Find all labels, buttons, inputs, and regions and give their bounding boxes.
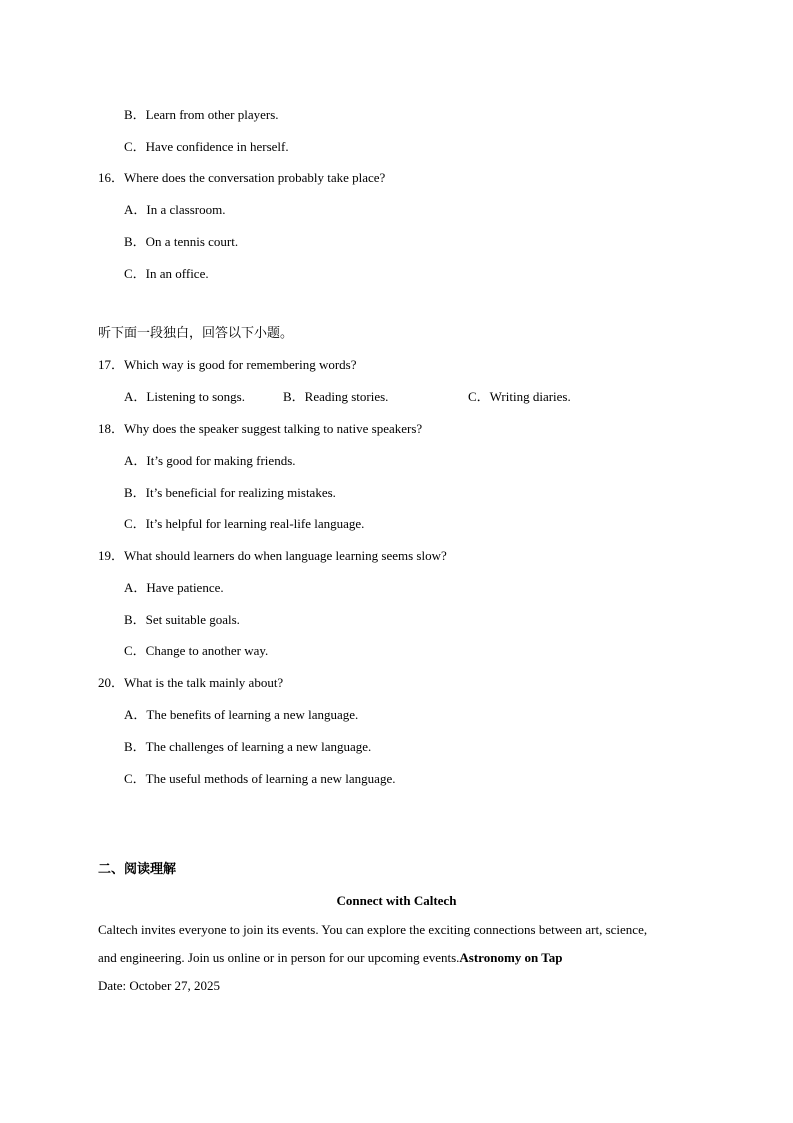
q16-question: 16．Where does the conversation probably take place?: [98, 170, 386, 185]
passage-title: Connect with Caltech: [336, 893, 457, 908]
q20-option-a: A．The benefits of learning a new language.: [124, 707, 359, 722]
q20-question: 20．What is the talk mainly about?: [98, 675, 284, 690]
q18-question: 18．Why does the speaker suggest talking to native speakers?: [98, 421, 423, 436]
q20-option-b: B．The challenges of learning a new language.: [124, 739, 372, 754]
q16-option-b: B．On a tennis court.: [124, 234, 239, 249]
q16-option-c: C．In an office.: [124, 266, 209, 281]
q18-option-a: A．It’s good for making friends.: [124, 453, 296, 468]
q15-option-c: C．Have confidence in herself.: [124, 139, 289, 154]
event-date: Date: October 27, 2025: [98, 978, 221, 993]
q17-option-a: A．Listening to songs.: [124, 389, 245, 404]
q18-option-c: C．It’s helpful for learning real-life language.: [124, 516, 365, 531]
passage-paragraph-text: and engineering. Join us online or in person for our upcoming events.: [98, 950, 460, 965]
q19-question: 19．What should learners do when language learning seems slow?: [98, 548, 447, 563]
q15-option-b: B．Learn from other players.: [124, 107, 279, 122]
q20-option-c: C．The useful methods of learning a new language.: [124, 771, 396, 786]
q17-question: 17．Which way is good for remembering words?: [98, 357, 357, 372]
q19-option-b: B．Set suitable goals.: [124, 612, 240, 627]
q17-option-b: B．Reading stories.: [283, 389, 389, 404]
passage-paragraph-line-2: [98, 950, 562, 966]
passage-paragraph-line-1: Caltech invites everyone to join its events. You can explore the exciting connections between art, science,: [98, 922, 648, 937]
reading-section-heading: 二、阅读理解: [98, 862, 177, 877]
q19-option-a: A．Have patience.: [124, 580, 224, 595]
q19-option-c: C．Change to another way.: [124, 643, 269, 658]
monologue-instruction: 听下面一段独白，回答以下小题。: [98, 326, 294, 341]
event-name-astronomy-on-tap: Astronomy on Tap: [459, 950, 563, 965]
q16-option-a: A．In a classroom.: [124, 202, 226, 217]
q17-option-c: C．Writing diaries.: [468, 389, 571, 404]
q18-option-b: B．It’s beneficial for realizing mistakes.: [124, 485, 336, 500]
